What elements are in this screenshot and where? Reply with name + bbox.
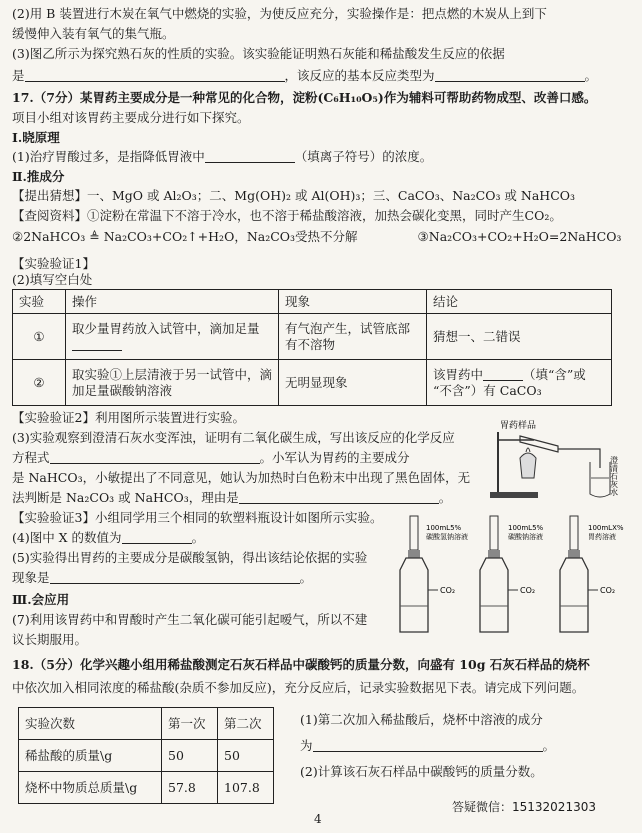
figure-label: 胃药溶液	[588, 533, 616, 541]
section-heading: Ⅱ.推成分	[12, 169, 65, 184]
experiment-table	[12, 289, 612, 406]
q17-1: (1)治疗胃酸过多，是指降低胃液中 （填离子符号）的浓度。	[12, 149, 433, 164]
q17-5-line2: 现象是 。	[12, 570, 313, 585]
table-cell: 无明显现象	[279, 360, 427, 406]
table-cell: ①	[13, 314, 66, 360]
answer-blank[interactable]	[239, 491, 439, 504]
bottle-2	[480, 516, 544, 632]
heating-apparatus-figure	[490, 418, 640, 500]
table-header: 操作	[66, 290, 279, 314]
flame	[526, 448, 530, 452]
table-header: 实验次数	[19, 708, 162, 740]
answer-blank[interactable]	[313, 739, 543, 752]
bottle-1	[400, 516, 468, 632]
table-cell: 猜想一、二错误	[427, 314, 612, 360]
q16-3-line2: 是 ，该反应的基本反应类型为 。	[12, 68, 598, 83]
figure-label: 100mL5%	[426, 524, 462, 532]
figure-label: 胃药样品	[500, 421, 537, 431]
page-number: 4	[314, 812, 322, 826]
table-header: 第二次	[218, 708, 274, 740]
answer-blank[interactable]	[483, 368, 523, 381]
figure-label: CO₂	[440, 586, 456, 595]
contact-footer: 答疑微信：15132021303	[452, 800, 596, 814]
hypothesis-line: 【提出猜想】一、MgO 或 Al₂O₃；二、Mg(OH)₂ 或 Al(OH)₃；三、CaCO₃、Na₂CO₃ 或 NaHCO₃	[12, 188, 576, 203]
q17-7-line2: 议长期服用。	[12, 632, 88, 647]
q17-7-line1: (7)利用该胃药中和胃酸时产生二氧化碳可能引起嗳气，所以不建	[12, 612, 368, 627]
q17-intro: 项目小组对该胃药主要成分进行如下探究。	[12, 110, 250, 125]
figure-label: 100mL5%	[508, 524, 544, 532]
table-cell: 取少量胃药放入试管中，滴加足量	[66, 314, 279, 360]
figure-label: 碳酸氢钠溶液	[426, 533, 468, 541]
table-cell: 50	[218, 740, 274, 772]
q18-1-line2: 为 。	[300, 738, 556, 753]
answer-blank[interactable]	[25, 69, 285, 82]
q17-3-line3: 是 NaHCO₃，小敏提出了不同意见，她认为加热时白色粉末中出现了黑色固体，无	[12, 470, 471, 485]
answer-blank[interactable]	[50, 451, 260, 464]
figure-label: 碳酸钠溶液	[508, 533, 543, 541]
answer-blank[interactable]	[72, 338, 122, 351]
section-heading: Ⅰ.晓原理	[12, 130, 60, 145]
figure-label: 澄清石灰水	[609, 456, 619, 496]
reference-equations: ②2NaHCO₃ ≜ Na₂CO₃+CO₂↑+H₂O，Na₂CO₃受热不分解 ③Na₂CO₃+CO₂+H₂O=2NaHCO₃	[12, 229, 622, 244]
table-header: 实验	[13, 290, 66, 314]
q18-1-line1: (1)第二次加入稀盐酸后，烧杯中溶液的成分	[300, 712, 543, 727]
q17-4: (4)图中 X 的数值为 。	[12, 530, 205, 545]
figure-label: CO₂	[600, 586, 616, 595]
answer-blank[interactable]	[205, 150, 295, 163]
table-cell: 该胃药中 （填“含”或 “不含”）有 CaCO₃	[427, 360, 612, 406]
table-cell: 107.8	[218, 772, 274, 804]
q16-2-line1: (2)用 B 装置进行木炭在氧气中燃烧的实验，为使反应充分，实验操作是：把点燃的木炭从上到下	[12, 6, 547, 21]
answer-blank[interactable]	[50, 571, 300, 584]
table-header: 现象	[279, 290, 427, 314]
q17-3-line4: 法判断是 Na₂CO₃ 或 NaHCO₃，理由是 。	[12, 490, 452, 505]
exp2-heading: 【实验验证2】利用图所示装置进行实验。	[12, 410, 245, 425]
iron-stand-base	[490, 492, 538, 498]
table-cell: 有气泡产生，试管底部有不溶物	[279, 314, 427, 360]
table-cell: ②	[13, 360, 66, 406]
q16-2-line2: 缓慢伸入装有氧气的集气瓶。	[12, 26, 175, 41]
table-header: 结论	[427, 290, 612, 314]
table-header: 第一次	[162, 708, 218, 740]
reference-line: 【查阅资料】①淀粉在常温下不溶于冷水，也不溶于稀盐酸溶液，加热会碳化变黑，同时产生CO₂。	[12, 208, 562, 223]
answer-blank[interactable]	[122, 531, 192, 544]
delivery-tube	[558, 449, 600, 468]
exp1-heading: 【实验验证1】	[12, 256, 95, 271]
q17-3-line1: (3)实验观察到澄清石灰水变浑浊，证明有二氧化碳生成，写出该反应的化学反应	[12, 430, 455, 445]
data-table	[18, 707, 274, 804]
three-bottles-figure	[382, 508, 640, 640]
q18-intro: 中依次加入相同浓度的稀盐酸(杂质不参加反应)，充分反应后，记录实验数据见下表。请完成下列问题。	[12, 680, 585, 695]
table-cell: 烧杯中物质总质量\g	[19, 772, 162, 804]
table-cell: 取实验①上层清液于另一试管中，滴加足量碳酸钠溶液	[66, 360, 279, 406]
q17-5-line1: (5)实验得出胃药的主要成分是碳酸氢钠，得出该结论依据的实验	[12, 550, 368, 565]
alcohol-lamp	[520, 453, 536, 478]
q17-3-line2: 方程式 。小军认为胃药的主要成分	[12, 450, 410, 465]
q17-2: (2)填写空白处	[12, 272, 93, 287]
answer-blank[interactable]	[435, 69, 585, 82]
q17-title: 17.（7分）某胃药主要成分是一种常见的化合物，淀粉(C₆H₁₀O₅)作为辅料可帮助药物成型、改善口感。	[12, 90, 597, 105]
figure-label: 100mLX%	[588, 524, 624, 532]
test-tube	[520, 436, 558, 452]
table-cell: 50	[162, 740, 218, 772]
exp3-heading: 【实验验证3】小组同学用三个相同的软塑料瓶设计如图所示实验。	[12, 510, 383, 525]
figure-label: CO₂	[520, 586, 536, 595]
bottle-3	[560, 516, 624, 632]
section-heading: Ⅲ.会应用	[12, 592, 70, 607]
table-cell: 57.8	[162, 772, 218, 804]
q18-title: 18.（5分）化学兴趣小组用稀盐酸测定石灰石样品中碳酸钙的质量分数，向盛有 10g 石灰石样品的烧杯	[12, 657, 590, 672]
q16-3-line1: (3)图乙所示为探究熟石灰的性质的实验。该实验能证明熟石灰能和稀盐酸发生反应的依据	[12, 46, 505, 61]
table-cell: 稀盐酸的质量\g	[19, 740, 162, 772]
q18-2: (2)计算该石灰石样品中碳酸钙的质量分数。	[300, 764, 543, 779]
